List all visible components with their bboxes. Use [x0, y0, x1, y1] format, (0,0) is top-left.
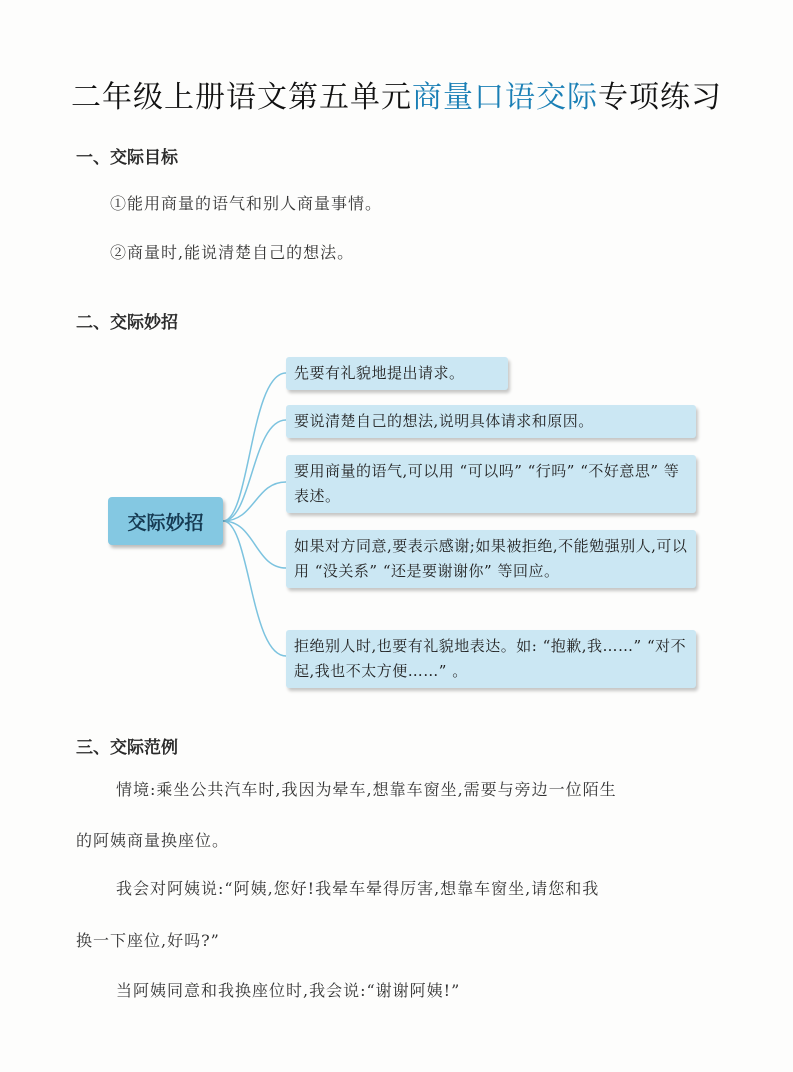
example-paragraph: 换一下座位,好吗?” [76, 931, 220, 950]
example-paragraph: 情境:乘坐公共汽车时,我因为晕车,想靠车窗坐,需要与旁边一位陌生 [116, 780, 617, 799]
title-prefix: 二年级上册语文第五单元 [71, 80, 412, 115]
section-heading-tips: 二、交际妙招 [76, 313, 178, 333]
goal-item: ②商量时,能说清楚自己的想法。 [110, 243, 355, 262]
connector-line [223, 521, 286, 656]
section-heading-example: 三、交际范例 [76, 738, 178, 758]
goal-item: ①能用商量的语气和别人商量事情。 [110, 194, 383, 213]
mindmap-branch: 要说清楚自己的想法,说明具体请求和原因。 [286, 405, 696, 438]
mindmap-branch: 要用商量的语气,可以用 “可以吗” “行吗” “不好意思” 等表述。 [286, 455, 696, 513]
mindmap-branch: 如果对方同意,要表示感谢;如果被拒绝,不能勉强别人,可以用 “没关系” “还是要谢谢你” 等回应。 [286, 530, 696, 588]
connector-line [223, 373, 286, 521]
title-highlight: 商量口语交际 [412, 80, 598, 115]
mindmap-center-node: 交际妙招 [108, 497, 223, 545]
example-paragraph: 我会对阿姨说:“阿姨,您好!我晕车晕得厉害,想靠车窗坐,请您和我 [116, 879, 600, 898]
section-heading-goals: 一、交际目标 [76, 148, 178, 168]
title-suffix: 专项练习 [598, 80, 722, 115]
mindmap-branch: 先要有礼貌地提出请求。 [286, 357, 508, 390]
example-paragraph: 的阿姨商量换座位。 [76, 831, 230, 850]
example-paragraph: 当阿姨同意和我换座位时,我会说:“谢谢阿姨!” [116, 981, 461, 1000]
mindmap-branch: 拒绝别人时,也要有礼貌地表达。如: “抱歉,我……” “对不起,我也不太方便……” 。 [286, 630, 696, 688]
